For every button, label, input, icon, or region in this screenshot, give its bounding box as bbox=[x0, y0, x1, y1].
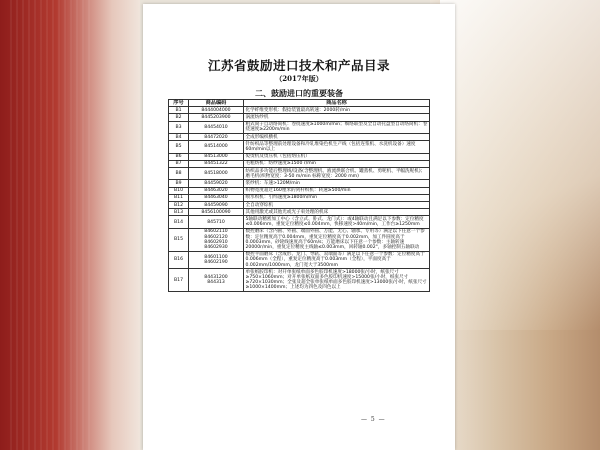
row-name: 其他用激光或其他光或光子束处理的机床 bbox=[244, 209, 430, 216]
table-row bbox=[169, 216, 430, 228]
row-seq: B11 bbox=[169, 194, 189, 201]
row-code: 84513000 bbox=[189, 153, 244, 160]
row-name: 单张纸胶印机：对开单张纸单面多色胶印机速度>18000张/小时，纸张尺寸≥750×1060mm；对开单张纸双面多色胶印机速度>15000张/小时，纸张尺寸≥720×1030mm；全张及超全张单张纸单面多色胶印机速度>13000张/小时，纸张尺寸≥1000×1400mm；上述均为四色及四色以上 bbox=[244, 269, 430, 292]
row-seq: B1 bbox=[169, 107, 189, 114]
page-number: — 5 — bbox=[361, 416, 386, 423]
row-seq: B13 bbox=[169, 209, 189, 216]
row-code: 84518000 bbox=[189, 168, 244, 180]
row-seq: B14 bbox=[169, 216, 189, 228]
table-row bbox=[169, 121, 430, 133]
header-code: 商品编码 bbox=[189, 100, 244, 107]
row-code: 8444004000 bbox=[189, 107, 244, 114]
table-row bbox=[169, 160, 430, 167]
table-row bbox=[169, 114, 430, 121]
row-seq: B7 bbox=[169, 160, 189, 167]
row-seq: B5 bbox=[169, 141, 189, 153]
document-page bbox=[143, 4, 455, 450]
background-right-panel bbox=[430, 0, 600, 450]
row-seq: B10 bbox=[169, 187, 189, 194]
table-row bbox=[169, 251, 430, 269]
row-code: 84514000 bbox=[189, 141, 244, 153]
table-row bbox=[169, 194, 430, 201]
row-code: 84451322 bbox=[189, 160, 244, 167]
row-name: 5轴联动精密加工中心（含立式、卧式、龙门式）：或4轴联动且满足以下参数：定位精度≤0.006mm，重复定位精度≤0.004mm，快移速度>40m/min，工作台≥1250mm bbox=[244, 216, 430, 228]
row-name: 数控磨床（含内圆、外圆、端面外圆、万能、无心、轴承、专用等）满足以下任意一个参数：定位精度高于0.004mm，重复定位精度高于0.002mm，加工件圆度高于0.0003mm，砂轮线速度高于60m/s；万能磨床以下任意一个参数：主轴转速20000r/min，重复定位精度主线轴≤0.003mm，回转轴0.002°，多轴控制五轴联动 bbox=[244, 228, 430, 251]
row-name: 熨烫机及烫压机（包括熔压机） bbox=[244, 153, 430, 160]
row-seq: B12 bbox=[169, 202, 189, 209]
row-name: 涡流纺纱机 bbox=[244, 114, 430, 121]
row-code: 845710 bbox=[189, 216, 244, 228]
row-name: 化学纤维变形机：假捻装置最高转速：2000转/min bbox=[244, 107, 430, 114]
row-code: 84472020 bbox=[189, 134, 244, 141]
row-code: 8456100090 bbox=[189, 209, 244, 216]
header-name: 商品名称 bbox=[244, 100, 430, 107]
equipment-table bbox=[168, 99, 430, 292]
table-header-row bbox=[169, 100, 430, 107]
document-title: 江苏省鼓励进口技术和产品目录 bbox=[207, 58, 390, 73]
table-row bbox=[169, 269, 430, 292]
row-code: 84431200 844313 bbox=[189, 269, 244, 292]
document-subtitle: （2017年版） bbox=[275, 74, 323, 83]
row-name: 浆纱机：车速>120M/min bbox=[244, 180, 430, 187]
row-code: 84454010 bbox=[189, 121, 244, 133]
table-row bbox=[169, 202, 430, 209]
row-name: 全自动穿综机 bbox=[244, 202, 430, 209]
row-seq: B2 bbox=[169, 114, 189, 121]
table-row bbox=[169, 153, 430, 160]
row-code: 84463020 bbox=[189, 187, 244, 194]
background-left-panel bbox=[0, 0, 140, 450]
section-heading: 二、鼓励进口的重要装备 bbox=[255, 88, 343, 98]
row-code: 84459090 bbox=[189, 202, 244, 209]
table-row bbox=[169, 187, 430, 194]
table-row bbox=[169, 228, 430, 251]
row-seq: B17 bbox=[169, 269, 189, 292]
row-code: 8445203900 bbox=[189, 114, 244, 121]
row-name: 毛粗纺机：纺纱速度≥1500 r/min bbox=[244, 160, 430, 167]
row-name: 织物宽度超过160厘米的剑杆织机：转速≥500/min bbox=[244, 187, 430, 194]
row-seq: B9 bbox=[169, 180, 189, 187]
row-name: 全成形编织横机 bbox=[244, 134, 430, 141]
row-code: 84459020 bbox=[189, 180, 244, 187]
table-row bbox=[169, 180, 430, 187]
row-seq: B16 bbox=[169, 251, 189, 269]
row-name: 针纺织品等整理前处理设备和冷轧堆染色机生产线（包括连浆机、水洗机设备）速度60m/min以上 bbox=[244, 141, 430, 153]
table-row bbox=[169, 141, 430, 153]
table-row bbox=[169, 134, 430, 141]
row-code: 84463040 bbox=[189, 194, 244, 201]
row-seq: B4 bbox=[169, 134, 189, 141]
row-code: 84602110 84602120 84602910 84602930 bbox=[189, 228, 244, 251]
row-seq: B3 bbox=[169, 121, 189, 133]
row-seq: B8 bbox=[169, 168, 189, 180]
row-name: 纺织品多功能后整理线/设备(含整理机、液流烘联合机、罐蒸机、剪呢机、平幅洗呢机)；磨毛机(织物宽度：3-50 m/min 标称宽度：2000 mm) bbox=[244, 168, 430, 180]
table-row bbox=[169, 209, 430, 216]
table-row bbox=[169, 168, 430, 180]
row-name: 喷水织机：引纬速度≥1800m/min bbox=[244, 194, 430, 201]
header-seq: 序号 bbox=[169, 100, 189, 107]
row-code: 84601100 84602190 bbox=[189, 251, 244, 269]
row-name: 粗式筒子自动络筒机：卷绕速度≥1000m/min；细络联型及全自动托盘型自动络筒机：卷绕速度≥2200m/min bbox=[244, 121, 430, 133]
row-name: 数控平面磨床（含成形、龙门、导轨、双端面等）满足以下任意一个参数：定位精度高于0.006mm（全程），重复定位精度高于0.003mm（全程），平面度高于0.002mm/1000mm，龙门宽大于3500mm bbox=[244, 251, 430, 269]
row-seq: B6 bbox=[169, 153, 189, 160]
row-seq: B15 bbox=[169, 228, 189, 251]
table-row bbox=[169, 107, 430, 114]
